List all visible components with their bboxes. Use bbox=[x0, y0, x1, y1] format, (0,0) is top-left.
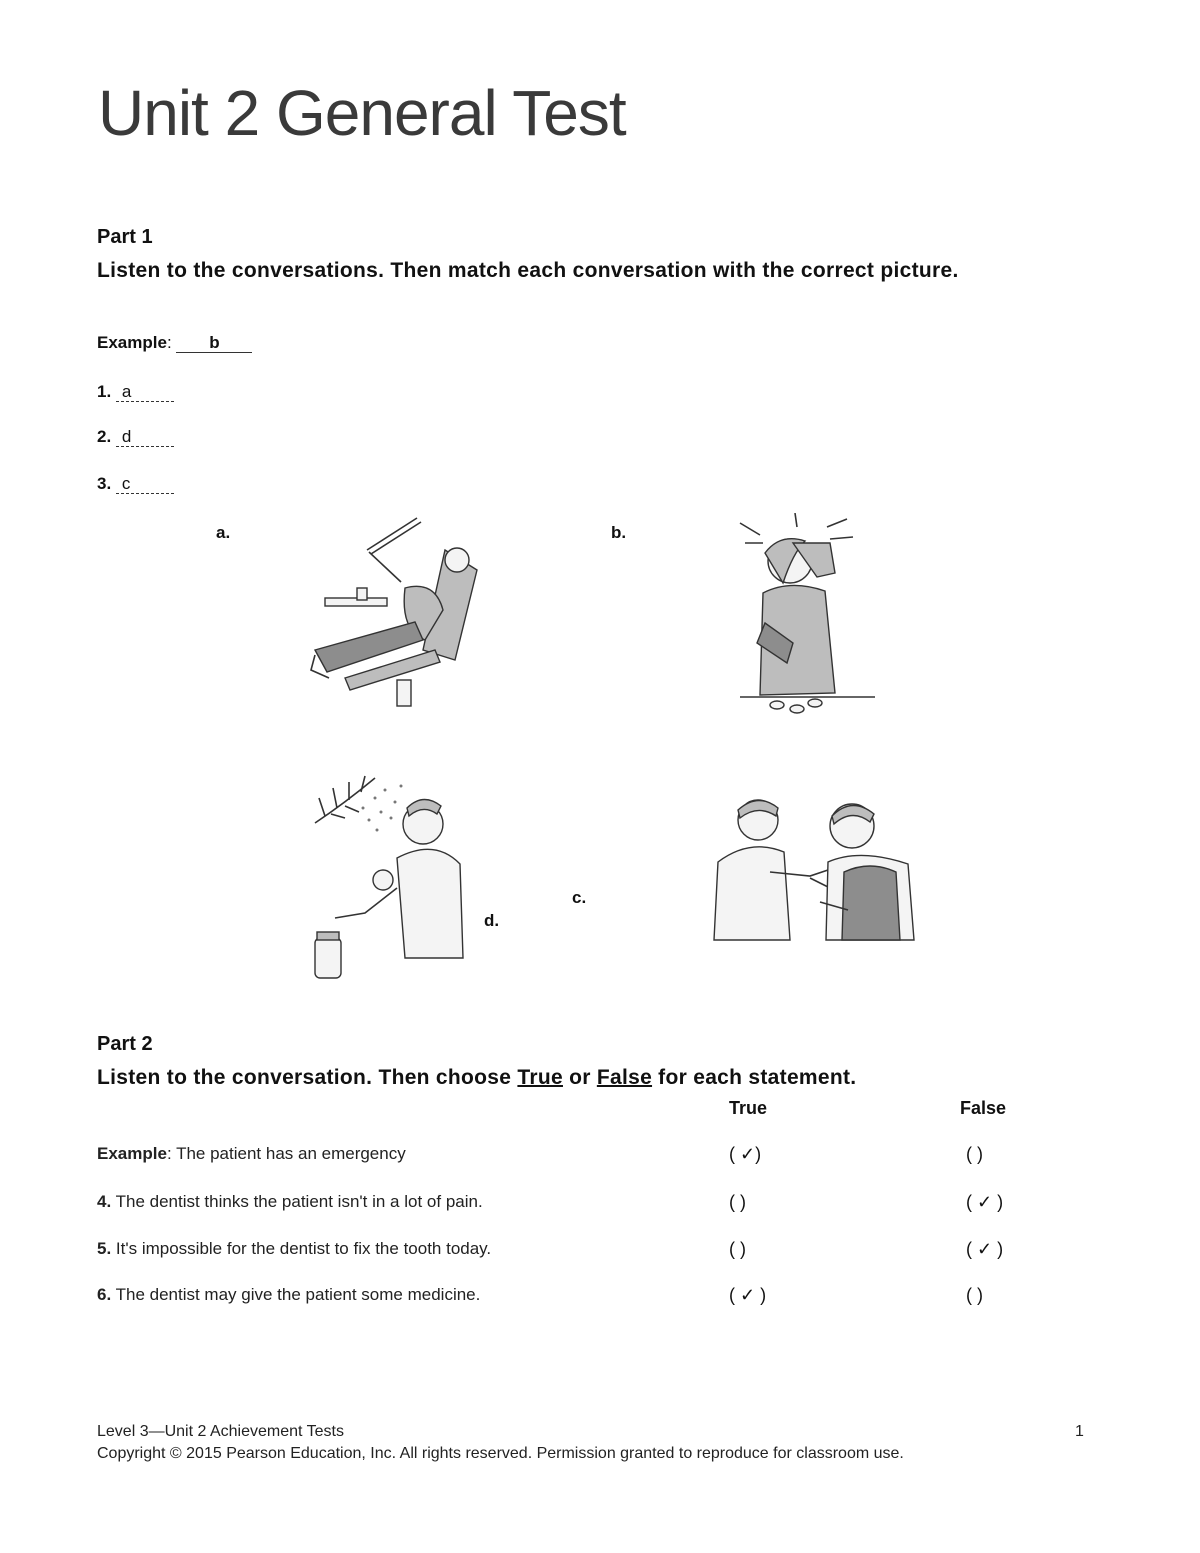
true-mark[interactable]: ( ) bbox=[729, 1239, 746, 1259]
true-mark[interactable]: ( ) bbox=[729, 1192, 746, 1212]
example-label: Example bbox=[97, 333, 167, 352]
statement-text: It's impossible for the dentist to fix the tooth today. bbox=[111, 1239, 492, 1258]
footer-copyright: Copyright © 2015 Pearson Education, Inc. All rights reserved. Permission granted to reproduce for classroom use. bbox=[97, 1445, 904, 1462]
statement-row bbox=[97, 1192, 483, 1212]
page-title: Unit 2 General Test bbox=[98, 77, 626, 149]
true-mark[interactable]: ( ✓ ) bbox=[729, 1285, 767, 1305]
item-number: 1. bbox=[97, 382, 112, 401]
picture-label-a: a. bbox=[216, 523, 231, 542]
picture-label-b: b. bbox=[611, 523, 627, 542]
part1-item-1 bbox=[97, 382, 174, 402]
headache-illustration bbox=[735, 513, 880, 718]
part1-heading: Part 1 bbox=[97, 226, 153, 248]
statement-row bbox=[97, 1239, 491, 1259]
part1-example: Example: b bbox=[97, 333, 252, 353]
example-label: Example bbox=[97, 1144, 167, 1163]
picture-label-d: d. bbox=[484, 911, 500, 930]
false-mark[interactable]: ( ✓ ) bbox=[966, 1192, 1004, 1212]
false-mark[interactable]: ( ) bbox=[966, 1285, 983, 1305]
part1-item-3 bbox=[97, 474, 174, 494]
example-text: : The patient has an emergency bbox=[166, 1144, 406, 1163]
or-word: or bbox=[562, 1066, 597, 1089]
item-answer[interactable]: a bbox=[116, 383, 174, 402]
example-false-mark[interactable]: ( ) bbox=[966, 1144, 983, 1164]
footer-level: Level 3—Unit 2 Achievement Tests bbox=[97, 1423, 344, 1440]
true-column-header: True bbox=[729, 1098, 768, 1118]
example-true-mark[interactable]: ( ✓) bbox=[729, 1144, 762, 1164]
example-statement bbox=[97, 1144, 406, 1164]
statement-text: The dentist may give the patient some medicine. bbox=[111, 1285, 481, 1304]
statement-number: 5. bbox=[97, 1239, 112, 1258]
item-answer[interactable]: d bbox=[116, 428, 174, 447]
false-column-header: False bbox=[960, 1098, 1007, 1118]
dentist-chair-illustration bbox=[305, 510, 505, 710]
false-mark[interactable]: ( ✓ ) bbox=[966, 1239, 1004, 1259]
instruction-post: for each statement. bbox=[652, 1066, 857, 1089]
item-number: 2. bbox=[97, 427, 112, 446]
picture-label-c: c. bbox=[572, 888, 587, 907]
injection-illustration bbox=[710, 792, 920, 944]
part2-heading: Part 2 bbox=[97, 1033, 153, 1055]
statement-row bbox=[97, 1285, 480, 1305]
statement-text: The dentist thinks the patient isn't in a lot of pain. bbox=[111, 1192, 483, 1211]
part1-item-2 bbox=[97, 427, 174, 447]
example-answer: b bbox=[176, 334, 252, 353]
statement-number: 6. bbox=[97, 1285, 112, 1304]
false-word: False bbox=[596, 1066, 653, 1089]
item-number: 3. bbox=[97, 474, 112, 493]
true-word: True bbox=[517, 1066, 563, 1089]
page-number: 1 bbox=[1075, 1423, 1084, 1440]
statement-number: 4. bbox=[97, 1192, 112, 1211]
part2-instruction bbox=[97, 1066, 856, 1090]
allergy-illustration bbox=[305, 768, 465, 983]
instruction-pre: Listen to the conversation. Then choose bbox=[97, 1066, 518, 1089]
item-answer[interactable]: c bbox=[116, 475, 174, 494]
part1-instruction: Listen to the conversations. Then match each conversation with the correct picture. bbox=[97, 259, 959, 282]
